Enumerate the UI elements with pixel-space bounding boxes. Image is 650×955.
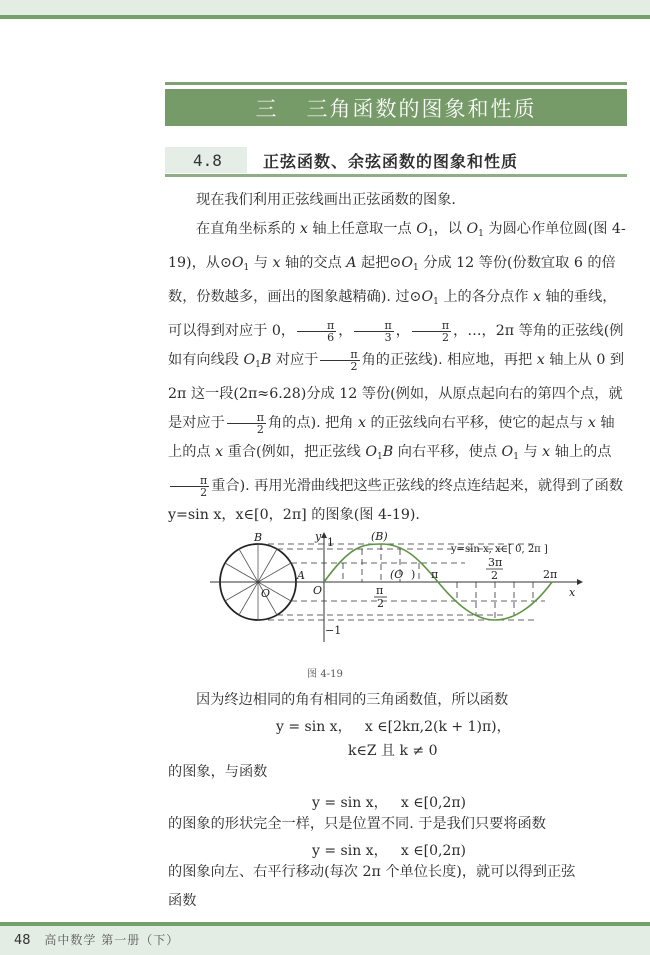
svg-text:(O: (O [390, 568, 404, 581]
svg-text:y: y [315, 530, 322, 543]
section-title: 正弦函数、余弦函数的图象和性质 [263, 151, 519, 171]
figure-4-19 [205, 530, 595, 650]
svg-text:2: 2 [377, 597, 384, 610]
figure-caption: 图 4-19 [307, 669, 343, 680]
formula-2: k∈Z 且 k ≠ 0 [348, 743, 438, 759]
svg-text:(B): (B) [371, 530, 388, 543]
svg-text:O: O [261, 587, 271, 600]
top-rule [0, 15, 650, 19]
formula-1: y = sin x， x ∈[2kπ,2(k + 1)π)， [276, 719, 511, 735]
book-title: 高中数学 第一册（下） [44, 933, 180, 947]
svg-text:1: 1 [327, 536, 334, 549]
formula-3: y = sin x， x ∈[0,2π) [312, 795, 467, 811]
formula-4: y = sin x， x ∈[0,2π) [312, 843, 467, 859]
svg-text:2π: 2π [543, 568, 558, 581]
section-number: 4.8 [165, 147, 247, 173]
paragraph-2: 在直角坐标系的 x 轴上任意取一点 $O_1$，以 $O_1$ 为圆心作单位圆(图 4-19)，从$⊙O_1$ 与 x 轴的交点 A 起把$⊙O_1$ 分成 12 等份(份数宜取 6 的倍数，份数越多，画出的图象越精确). 过$⊙O_1$ 上的各分点作 x 轴的垂线，可以得到对应于 0， $\frac{\pi}{6}$ ， $\frac{\pi}{3}$ ， $\frac{\pi}{2}$ ，…，2π 等角的正弦线(例如有向线段 $O_1B$ 对应于 $\frac{\pi}{2}$ 角的正弦线). 相应地，再把 x 轴上从 0 到 2π 这一段(2π≈6.28)分成 12 等份(例如，从原点起向右的第四个点，就是对应于 $\frac{\pi}{2}$ 角的点). 把角 x 的正弦线向右平移，使它的起点与 x 轴上的点 x 重合(例如，把正弦线 $O_1B$ 向右平移，使点 $O_1$ 与 x 轴上的点 $\frac{\pi}{2}$ 重合). 再用光滑曲线把这些正弦线的终点连结起来，就得到了函数 y=sin x，x∈[0，2π] 的图象(图 4-19). [168, 221, 626, 523]
body-text-top [168, 186, 628, 530]
x-axis-arrow-icon [577, 579, 583, 585]
paragraph-5: 的图象的形状完全一样，只是位置不同. 于是我们只要将函数 [168, 816, 546, 832]
paragraph-6: 的图象向左、右平行移动(每次 2π 个单位长度)，就可以得到正弦 函数 [168, 864, 576, 909]
section-rule [165, 174, 627, 177]
paragraph-1: 现在我们利用正弦线画出正弦函数的图象. [196, 192, 456, 208]
paragraph-4: 的图象，与函数 [168, 764, 268, 780]
top-band [0, 0, 650, 15]
chapter-title: 三角函数的图象和性质 [306, 96, 537, 121]
svg-text:π: π [376, 584, 384, 597]
chapter-number: 三 [255, 96, 279, 121]
svg-text:): ) [411, 568, 416, 581]
page-number: 48 [14, 933, 31, 948]
svg-text:−1: −1 [325, 624, 342, 637]
chapter-rule [165, 82, 627, 85]
page-footer [14, 931, 179, 948]
svg-text:B: B [254, 531, 263, 544]
svg-text:x: x [569, 586, 576, 599]
svg-text:3π: 3π [488, 556, 503, 569]
chapter-banner [165, 89, 627, 126]
svg-text:y=sin x, x∈[ 0, 2π ]: y=sin x, x∈[ 0, 2π ] [451, 544, 548, 555]
svg-text:A: A [297, 569, 305, 582]
svg-text:O: O [313, 584, 323, 597]
paragraph-3: 因为终边相同的角有相同的三角函数值，所以函数 [196, 692, 509, 708]
svg-text:2: 2 [491, 569, 498, 582]
svg-text:π: π [431, 568, 439, 581]
